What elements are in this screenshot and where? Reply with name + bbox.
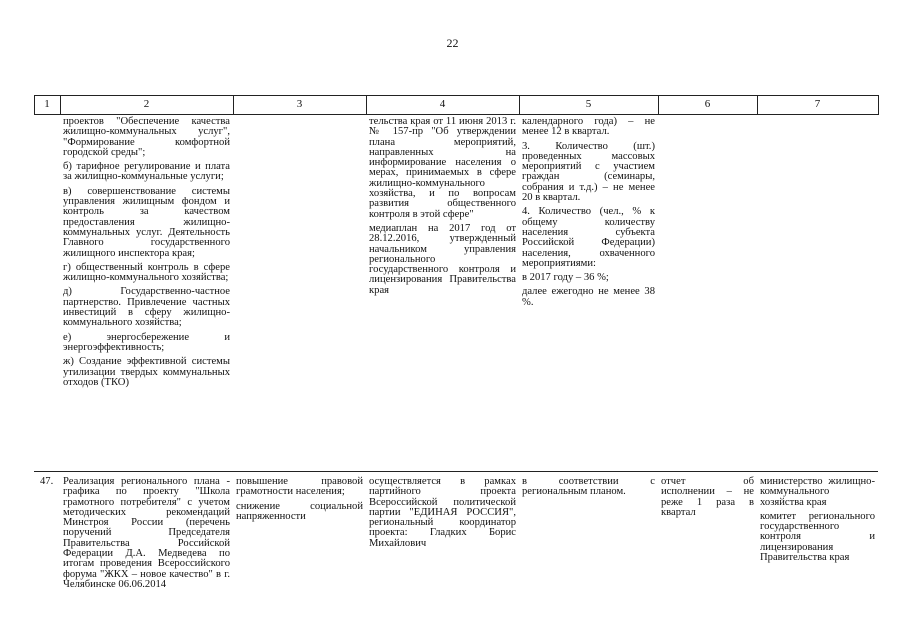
row47-col3 bbox=[236, 477, 363, 526]
cell-paragraph: осуществляется в рамках партийного проекта Всероссийской политической партии "ЕДИНАЯ РОССИЯ", региональный координатор проекта: Гладких Борис Михайлович bbox=[369, 476, 516, 549]
cell-paragraph: календарного года) – не менее 12 в квартал. bbox=[522, 116, 655, 138]
cell-paragraph: министерство жилищно-коммунального хозяйства края bbox=[760, 476, 875, 508]
cell-paragraph: б) тарифное регулирование и плата за жилищно-коммунальные услуги; bbox=[63, 161, 230, 183]
cell-paragraph: Реализация регионального плана - графика по проекту "Школа грамотного потребителя" с учетом методических рекомендаций Минстроя России (перечень поручений Председателя Правительства Российской Федерации Д.А. Медведева по итогам проведения Всероссийского форума "ЖКХ – новое качество" в г. Челябинске 06.06.2014 bbox=[63, 476, 230, 590]
row-separator-rule bbox=[34, 471, 878, 472]
header-col-7: 7 bbox=[814, 98, 821, 110]
cell-paragraph: проектов "Обеспечение качества жилищно-коммунальных услуг", "Формирование комфортной городской среды"; bbox=[63, 116, 230, 158]
row47-col2 bbox=[63, 477, 230, 594]
header-col-3: 3 bbox=[296, 98, 303, 110]
row47-col6 bbox=[661, 477, 754, 522]
cell-paragraph: е) энергосбережение и энергоэффективность; bbox=[63, 331, 230, 353]
cell-paragraph: д) Государственно-частное партнерство. Привлечение частных инвестиций в сферу жилищно-коммунального хозяйства; bbox=[63, 286, 230, 329]
header-col-2: 2 bbox=[143, 98, 150, 110]
cell-paragraph: далее ежегодно не менее 38 %. bbox=[522, 286, 655, 308]
row47-col5 bbox=[522, 477, 655, 502]
page-number: 22 bbox=[446, 36, 459, 50]
table-right-edge bbox=[878, 95, 879, 115]
cont-row-col4 bbox=[369, 117, 516, 300]
cell-paragraph: медиаплан на 2017 год от 28.12.2016, утвержденный начальником управления регионального государственного контроля и лицензирования Правительства края bbox=[369, 222, 516, 296]
cell-paragraph: тельства края от 11 июня 2013 г. № 157-пр "Об утверждении плана мероприятий, направленных на информирование населения о мерах, принимаемых в сфере жилищно-коммунального хозяйства, и по вопросам развития общественного контроля в этой сфере" bbox=[369, 116, 516, 220]
row47-col4 bbox=[369, 477, 516, 553]
row-number: 47. bbox=[40, 476, 54, 487]
cont-row-col5 bbox=[522, 117, 655, 312]
cell-paragraph: повышение правовой грамотности населения; bbox=[236, 476, 363, 498]
cell-paragraph: в соответствии с региональным планом. bbox=[522, 476, 655, 498]
header-col-1: 1 bbox=[44, 98, 50, 110]
cell-paragraph: в 2017 году – 36 %; bbox=[522, 272, 609, 284]
header-col-6: 6 bbox=[704, 98, 711, 110]
cell-paragraph: отчет об исполнении – не реже 1 раза в квартал bbox=[661, 476, 754, 518]
header-col-4: 4 bbox=[439, 98, 446, 110]
cell-paragraph: в) совершенствование системы управления жилищным фондом и контроль за качеством предоставления жилищно-коммунальных услуг. Деятельность Главного государственного жилищного инспектора края; bbox=[63, 185, 230, 259]
cell-paragraph: 3. Количество (шт.) проведенных массовых мероприятий с участием граждан (семинары, собрания и т.д.) – не менее 20 в квартал. bbox=[522, 140, 655, 204]
row47-col7 bbox=[760, 477, 875, 567]
header-col-5: 5 bbox=[585, 98, 592, 110]
cell-paragraph: ж) Создание эффективной системы утилизации твердых коммунальных отходов (ТКО) bbox=[63, 356, 230, 388]
cell-paragraph: г) общественный контроль в сфере жилищно-коммунального хозяйства; bbox=[63, 261, 230, 284]
cell-paragraph: комитет регионального государственного контроля и лицензирования Правительства края bbox=[760, 510, 875, 564]
cell-paragraph: снижение социальной напряженности bbox=[236, 500, 363, 522]
cont-row-col2 bbox=[63, 117, 230, 392]
header-bottom-rule bbox=[34, 114, 878, 115]
cell-paragraph: 4. Количество (чел., % к общему количеству населения субъекта Российской Федерации) населения, охваченного мероприятиями: bbox=[522, 206, 655, 269]
table-top-rule bbox=[34, 95, 878, 96]
